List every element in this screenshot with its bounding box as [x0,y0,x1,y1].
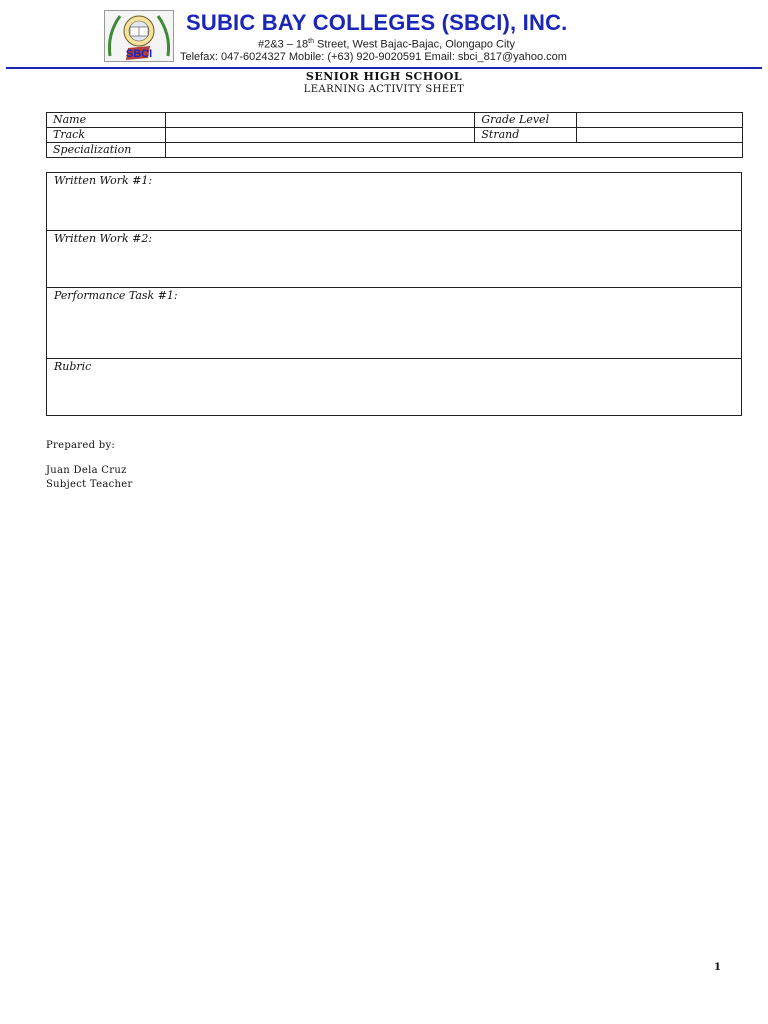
grade-level-field[interactable] [577,113,743,128]
svg-text:SBCI: SBCI [125,48,153,60]
written-work-2-box[interactable] [47,230,741,287]
rubric-box[interactable] [47,358,741,415]
activity-sections [46,172,742,416]
school-seal-icon [104,10,174,62]
table-row [47,128,743,143]
performance-task-1-box[interactable] [47,287,741,358]
track-field[interactable] [165,128,474,143]
section-label: Written Work #2: [54,232,153,245]
prepared-by-label: Prepared by: [46,440,116,451]
name-label: Name [47,113,166,128]
track-label: Track [47,128,166,143]
strand-label: Strand [475,128,577,143]
page-number: 1 [714,962,721,973]
school-address: #2&3 – 18th Street, West Bajac-Bajac, Olongapo City [258,38,515,51]
section-label: Written Work #1: [54,174,153,187]
section-label: Performance Task #1: [54,289,178,302]
teacher-name: Juan Dela Cruz [46,465,127,476]
organization-name: SUBIC BAY COLLEGES (SBCI), INC. [186,10,568,35]
grade-level-label: Grade Level [475,113,577,128]
specialization-field[interactable] [165,143,742,158]
header-divider [6,67,762,69]
student-info-table [46,112,743,158]
section-label: Rubric [54,360,92,373]
specialization-label: Specialization [47,143,166,158]
table-row [47,143,743,158]
document-title: SENIOR HIGH SCHOOL [305,70,463,83]
strand-field[interactable] [577,128,743,143]
name-field[interactable] [165,113,474,128]
document-subtitle: LEARNING ACTIVITY SHEET [303,84,465,95]
teacher-title: Subject Teacher [46,479,133,490]
contact-line: Telefax: 047-6024327 Mobile: (+63) 920-9020591 Email: sbci_817@yahoo.com [180,51,567,63]
written-work-1-box[interactable] [47,173,741,230]
table-row [47,113,743,128]
